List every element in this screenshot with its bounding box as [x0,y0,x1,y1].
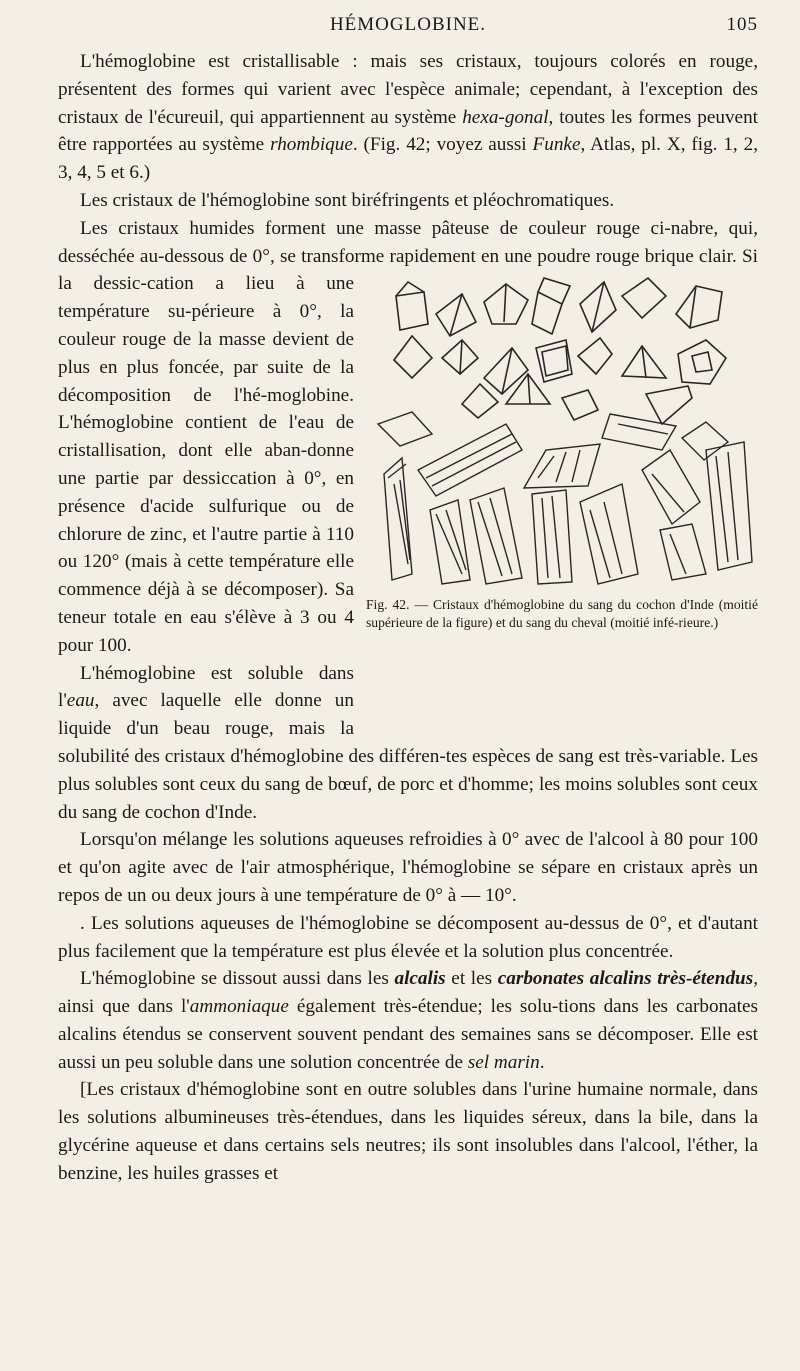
crystal-upper [394,278,726,424]
page-number: 105 [726,14,758,35]
paragraph-6: . Les solutions aqueuses de l'hémoglobine se décomposent au-dessus de 0°, et d'autant plus facilement que la température est plus élevée et la solution plus concentrée. [58,912,758,962]
paragraph-7: L'hémoglobine se dissout aussi dans les alcalis et les carbonates alcalins très-étendus, ainsi que dans l'ammoniaque également très-étendue; les solu-tions dans les carbonates alcalins étendus se conservent souvent pendant des semaines sans se décomposer. Elle est aussi un peu soluble dans une solution concentrée de sel marin. [58,968,759,1073]
paragraph-1: L'hémoglobine est cristallisable : mais ses cristaux, toujours colorés en rouge, présentent des formes qui varient avec l'espèce animale; cependant, à l'exception des cristaux de l'écureuil, qui appartiennent au système hexa-gonal, toutes les formes peuvent être rapportées au système rhombique. (Fig. 42; voyez aussi Funke, Atlas, pl. X, fig. 1, 2, 3, 4, 5 et 6.) [58,51,758,184]
italic-term: hexa-gonal [462,106,549,128]
body-text [58,48,758,1188]
italic-term: rhombique [270,134,353,156]
italic-term: eau [66,690,95,712]
paragraph-8: [Les cristaux d'hémoglobine sont en outre solubles dans l'urine humaine normale, dans les solutions albumineuses très-étendues, dans les liquides séreux, dans la bile, dans la glycérine aqueuse et dans certains sels neutres; ils sont insolubles dans l'alcool, l'éther, la benzine, les huiles grasses et [58,1079,758,1184]
crystal-lower [378,412,752,584]
italic-term: sel marin [467,1051,540,1073]
figure-caption: Fig. 42. — Cristaux d'hémoglobine du sang du cochon d'Inde (moitié supérieure de la figure) et du sang du cheval (moitié infé-rieure.) [366,597,758,631]
running-header [58,12,758,40]
paragraph-3: Les cristaux humides forment une masse pâteuse de couleur rouge ci-nabre, qui, desséchée au-dessous de 0°, se transforme rapidement en une poudre rouge brique clair. Fig. 42. — Cristaux d'hémoglobine du sang du cochon d'Inde (moitié supérieure de la figure) et du sang du cheval (moitié infé-rieure.) Si la dessic-cation a lieu à une température su-périeure à 0°, la couleur rouge de la masse devient de plus en plus foncée, par suite de la décomposition de l'hé-moglobine. L'hémoglobine contient de l'eau de cristallisation, dont elle aban-donne une partie par dessiccation à 0°, en présence d'acide sulfurique ou de chlorure de zinc, et l'autre partie à 110 ou 120° (mais à cette température elle commence déjà à se décomposer). Sa teneur totale en eau s'élève à 3 ou 4 pour 100. [58,215,758,660]
running-title: HÉMOGLOBINE. [329,14,487,35]
italic-author: Funke [532,134,581,156]
paragraph-5: Lorsqu'on mélange les solutions aqueuses refroidies à 0° avec de l'alcool à 80 pour 100 et qu'on agite avec de l'air atmosphérique, l'hémoglobine se sépare en cristaux après un repos de un ou deux jours à une température de 0° à — 10°. [58,829,758,906]
paragraph-2: Les cristaux de l'hémoglobine sont biréfringents et pléochromatiques. [80,189,615,211]
crystal-illustration [366,274,758,586]
bold-italic-term: carbonates alcalins très-étendus [497,968,754,990]
paragraph-4: L'hémoglobine est soluble dans l'eau, avec laquelle elle donne un liquide d'un beau rouge, mais la solubilité des cristaux d'hémoglobine des différen-tes espèces de sang est très-variable. Les plus solubles sont ceux du sang de bœuf, de porc et d'homme; les moins solubles sont ceux du sang de cochon d'Inde. [58,662,758,823]
figure-block [366,274,758,720]
italic-term: ammoniaque [189,996,289,1018]
figure-42 [366,274,758,586]
bold-italic-term: alcalis [394,968,446,990]
